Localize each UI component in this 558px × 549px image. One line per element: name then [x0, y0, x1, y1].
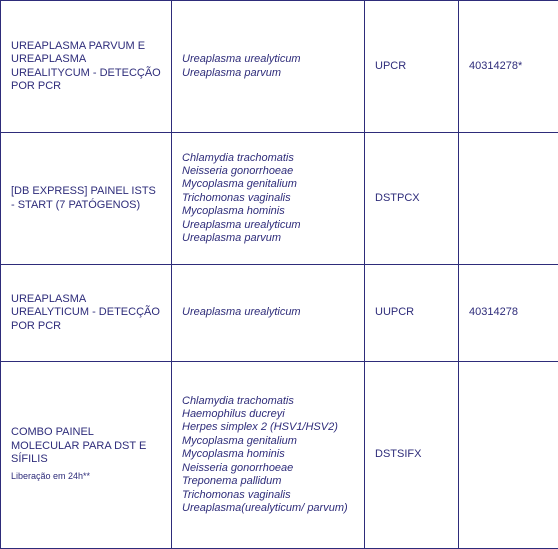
- exam-name: UREAPLASMA UREALYTICUM - DETECÇÃO POR PCR: [11, 293, 161, 333]
- organism-item: Chlamydia trachomatis: [182, 395, 354, 408]
- organism-item: Mycoplasma hominis: [182, 448, 354, 461]
- organism-item: Mycoplasma genitalium: [182, 178, 354, 191]
- organism-item: Herpes simplex 2 (HSV1/HSV2) Mycoplasma genitalium: [182, 421, 354, 448]
- organism-item: Treponema pallidum: [182, 475, 354, 488]
- table-row: [1, 1, 558, 133]
- tuss-code: [459, 133, 558, 265]
- exam-name-cell: [1, 362, 172, 549]
- organism-item: Ureaplasma parvum: [182, 232, 354, 245]
- exam-name-cell: [1, 265, 172, 362]
- table-row: [1, 362, 558, 549]
- table-row: [1, 265, 558, 362]
- exam-name-cell: [1, 1, 172, 133]
- exam-code: UUPCR: [365, 265, 459, 362]
- organism-item: Ureaplasma urealyticum: [182, 306, 354, 319]
- organisms-cell: [172, 133, 365, 265]
- organisms-cell: [172, 265, 365, 362]
- exam-name: [DB EXPRESS] PAINEL ISTS - START (7 PATÓGENOS): [11, 185, 161, 212]
- organism-item: Mycoplasma hominis: [182, 205, 354, 218]
- organism-item: Ureaplasma(urealyticum/ parvum): [182, 502, 354, 515]
- exam-code: UPCR: [365, 1, 459, 133]
- organism-item: Ureaplasma parvum: [182, 67, 354, 80]
- organism-item: Ureaplasma urealyticum: [182, 219, 354, 232]
- table-row: [1, 133, 558, 265]
- organism-item: Trichomonas vaginalis: [182, 192, 354, 205]
- exam-code: DSTSIFX: [365, 362, 459, 549]
- organism-item: Ureaplasma urealyticum: [182, 53, 354, 66]
- organisms-cell: [172, 1, 365, 133]
- organism-item: Trichomonas vaginalis: [182, 489, 354, 502]
- organism-item: Haemophilus ducreyi: [182, 408, 354, 421]
- tuss-code: 40314278: [459, 265, 558, 362]
- exam-name-cell: [1, 133, 172, 265]
- tuss-code: [459, 362, 558, 549]
- exam-name: COMBO PAINEL MOLECULAR PARA DST E SÍFILIS: [11, 426, 161, 466]
- exam-code: DSTPCX: [365, 133, 459, 265]
- organism-item: Neisseria gonorrhoeae: [182, 462, 354, 475]
- organism-item: Chlamydia trachomatis: [182, 152, 354, 165]
- release-note: Liberação em 24h**: [11, 470, 161, 483]
- organism-item: Neisseria gonorrhoeae: [182, 165, 354, 178]
- organisms-cell: [172, 362, 365, 549]
- tuss-code: 40314278*: [459, 1, 558, 133]
- exam-name: UREAPLASMA PARVUM E UREAPLASMA UREALITYCUM - DETECÇÃO POR PCR: [11, 40, 161, 94]
